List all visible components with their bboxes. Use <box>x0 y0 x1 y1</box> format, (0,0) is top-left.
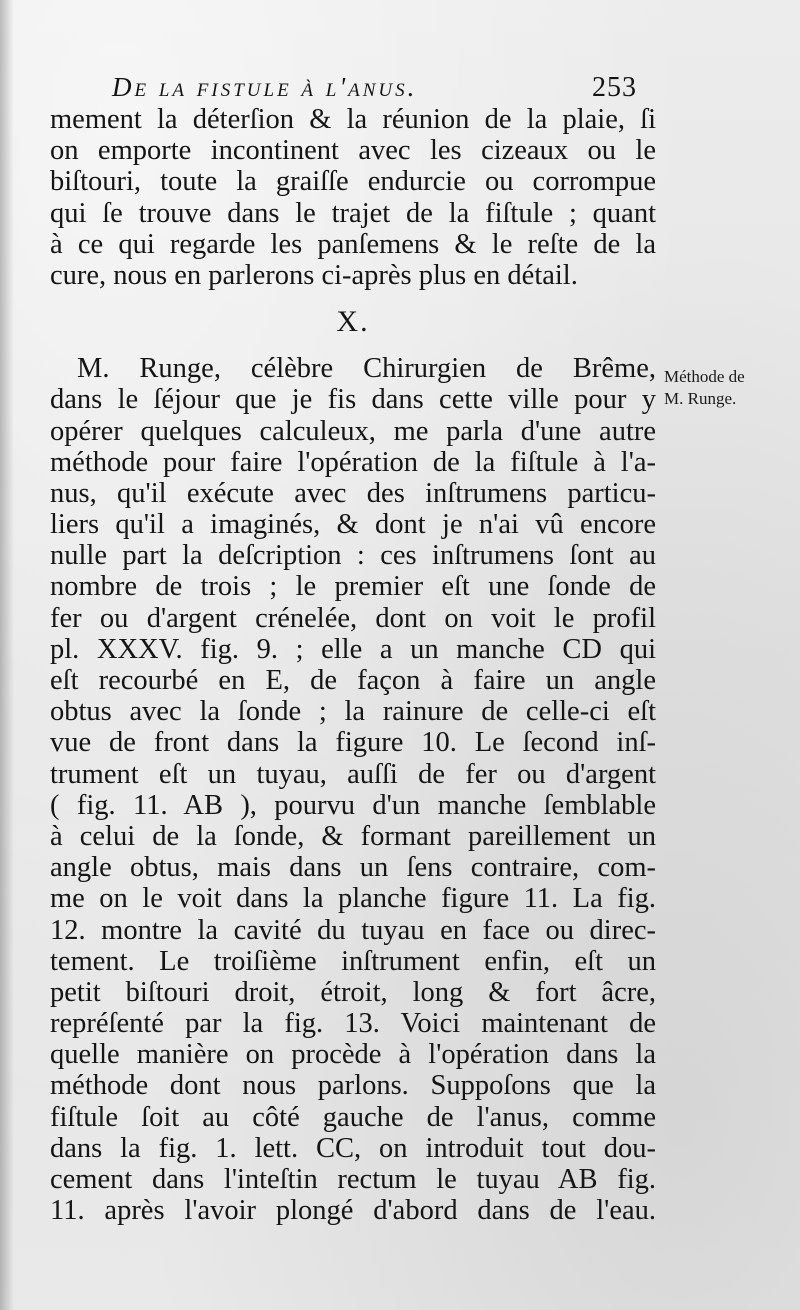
text-line: dans la fig. 1. lett. CC, on introduit tout dou- <box>50 1132 656 1164</box>
text-line: petit biſtouri droit, étroit, long & fort âcre, <box>50 976 656 1008</box>
text-line: 11. après l'avoir plongé d'abord dans de l'eau. <box>50 1195 656 1227</box>
text-line: fiſtule ſoit au côté gauche de l'anus, comme <box>50 1101 656 1133</box>
text-line: mement la déterſion & la réunion de la plaie, ſi <box>50 104 656 135</box>
text-line: à ce qui regarde les panſemens & le reſte de la <box>50 228 656 260</box>
text-line: liers qu'il a imaginés, & dont je n'ai vû encore <box>50 509 656 541</box>
text-line: biſtouri, toute la graiſſe endurcie ou corrompue <box>50 166 656 198</box>
margin-note-line: M. Runge. <box>664 389 737 408</box>
text-line: ( fig. 11. AB ), pourvu d'un manche ſemblable <box>50 789 656 821</box>
text-line: méthode dont nous parlons. Suppoſons que la <box>50 1070 656 1102</box>
text-line: fer ou d'argent crénelée, dont on voit le profil <box>50 602 656 634</box>
text-line: cement dans l'inteſtin rectum le tuyau AB fig. <box>50 1164 656 1195</box>
text-line: à celui de la ſonde, & formant pareillement un <box>50 820 656 852</box>
text-line: méthode pour faire l'opération de la fiſtule à l'a- <box>50 446 656 478</box>
text-line: angle obtus, mais dans un ſens contraire, com- <box>50 852 656 884</box>
page-gutter-shadow <box>0 0 14 1310</box>
text-line: pl. XXXV. fig. 9. ; elle a un manche CD qui <box>50 633 656 665</box>
page-number: 253 <box>592 72 637 103</box>
text-line: obtus avec la ſonde ; la rainure de celle-ci eſt <box>50 696 656 728</box>
margin-note-line: Méthode de <box>664 367 745 386</box>
text-line: cure, nous en parlerons ci-après plus en détail. <box>50 259 578 291</box>
text-line: on emporte incontinent avec les cizeaux ou le <box>50 135 656 167</box>
text-line: repréſenté par la fig. 13. Voici maintenant de <box>50 1008 656 1040</box>
running-title: De la fistule à l'anus. <box>112 72 418 102</box>
running-head <box>112 72 672 103</box>
text-line: qui ſe trouve dans le trajet de la fiſtule ; quant <box>50 197 656 229</box>
text-line: 12. montre la cavité du tuyau en face ou direc- <box>50 914 656 946</box>
section-heading: X. <box>336 305 370 339</box>
body-text <box>50 104 656 1226</box>
text-line: nombre de trois ; le premier eſt une ſonde de <box>50 571 656 603</box>
text-line: dans le ſéjour que je fis dans cette ville pour y <box>50 384 656 416</box>
text-line: nulle part la deſcription : ces inſtrumens ſont au <box>50 540 656 572</box>
text-line: opérer quelques calculeux, me parla d'une autre <box>50 415 656 447</box>
text-line: trument eſt un tuyau, auſſi de fer ou d'argent <box>50 758 656 790</box>
text-line: me on le voit dans la planche figure 11. La fig. <box>50 883 656 915</box>
text-line: nus, qu'il exécute avec des inſtrumens particu- <box>50 477 656 509</box>
text-line: tement. Le troiſième inſtrument enfin, eſt un <box>50 945 656 977</box>
text-line: eſt recourbé en E, de façon à faire un angle <box>50 665 656 696</box>
text-line: M. Runge, célèbre Chirurgien de Brême, <box>77 353 656 385</box>
margin-note <box>664 366 794 410</box>
text-line: quelle manière on procède à l'opération dans la <box>50 1039 656 1071</box>
text-line: vue de front dans la figure 10. Le ſecond inſ- <box>50 727 656 759</box>
